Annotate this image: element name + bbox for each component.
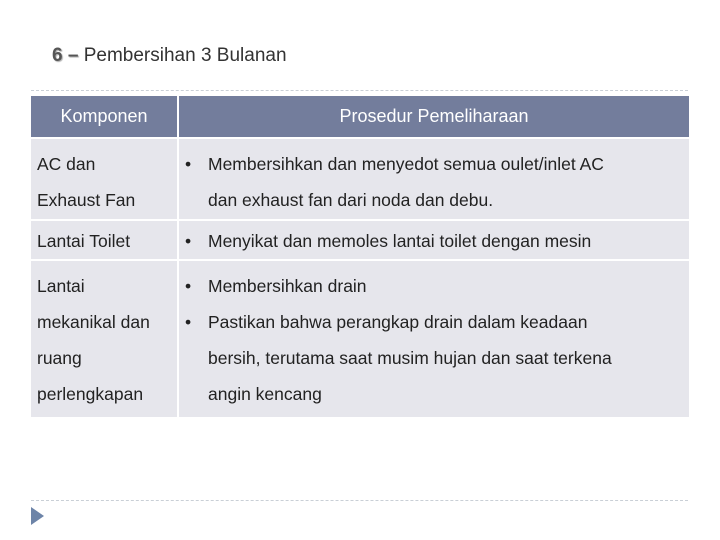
- maintenance-table: [31, 96, 689, 417]
- procedure-cell: [178, 138, 689, 220]
- header-komponen: Komponen: [31, 96, 178, 138]
- component-line: AC dan: [37, 154, 96, 174]
- bullet-icon: •: [185, 231, 192, 251]
- bullet-icon: •: [185, 154, 192, 174]
- procedure-text: Membersihkan drain: [208, 276, 367, 296]
- slide-title-text: Pembersihan 3 Bulanan: [83, 45, 287, 66]
- component-cell: [31, 260, 178, 417]
- component-line: mekanikal dan: [37, 312, 150, 332]
- procedure-continuation: dan exhaust fan dari noda dan debu.: [208, 190, 494, 210]
- component-line: perlengkapan: [37, 384, 144, 404]
- component-line: Lantai Toilet: [37, 231, 131, 251]
- procedure-text: Membersihkan dan menyedot semua oulet/inlet AC: [208, 154, 604, 174]
- header-prosedur: Prosedur Pemeliharaan: [178, 96, 689, 138]
- procedure-item: [179, 223, 689, 259]
- table-row: [31, 260, 689, 417]
- slide-number: 6: [52, 45, 63, 66]
- bullet-icon: •: [185, 312, 192, 332]
- component-line: Exhaust Fan: [37, 190, 136, 210]
- component-line: Lantai: [37, 276, 85, 296]
- procedure-text: Menyikat dan memoles lantai toilet dengan mesin: [208, 231, 592, 251]
- table-row: [31, 138, 689, 220]
- procedure-cell: [178, 260, 689, 417]
- slide-title: [52, 45, 287, 67]
- triangle-right-icon[interactable]: [31, 507, 44, 525]
- component-cell: [31, 220, 178, 260]
- top-divider: [31, 90, 688, 91]
- component-cell: [31, 138, 178, 220]
- bullet-icon: •: [185, 276, 192, 296]
- table-row: [31, 220, 689, 260]
- procedure-item: [179, 304, 689, 340]
- procedure-text: Pastikan bahwa perangkap drain dalam keadaan: [208, 312, 588, 332]
- component-line: ruang: [37, 348, 82, 368]
- title-dash: –: [67, 45, 79, 66]
- table-header-row: [31, 96, 689, 138]
- procedure-item: [179, 268, 689, 304]
- procedure-continuation: angin kencang: [208, 384, 322, 404]
- procedure-cell: [178, 220, 689, 260]
- procedure-item: [179, 146, 689, 182]
- bottom-divider: [31, 500, 688, 501]
- procedure-continuation: bersih, terutama saat musim hujan dan saat terkena: [208, 348, 612, 368]
